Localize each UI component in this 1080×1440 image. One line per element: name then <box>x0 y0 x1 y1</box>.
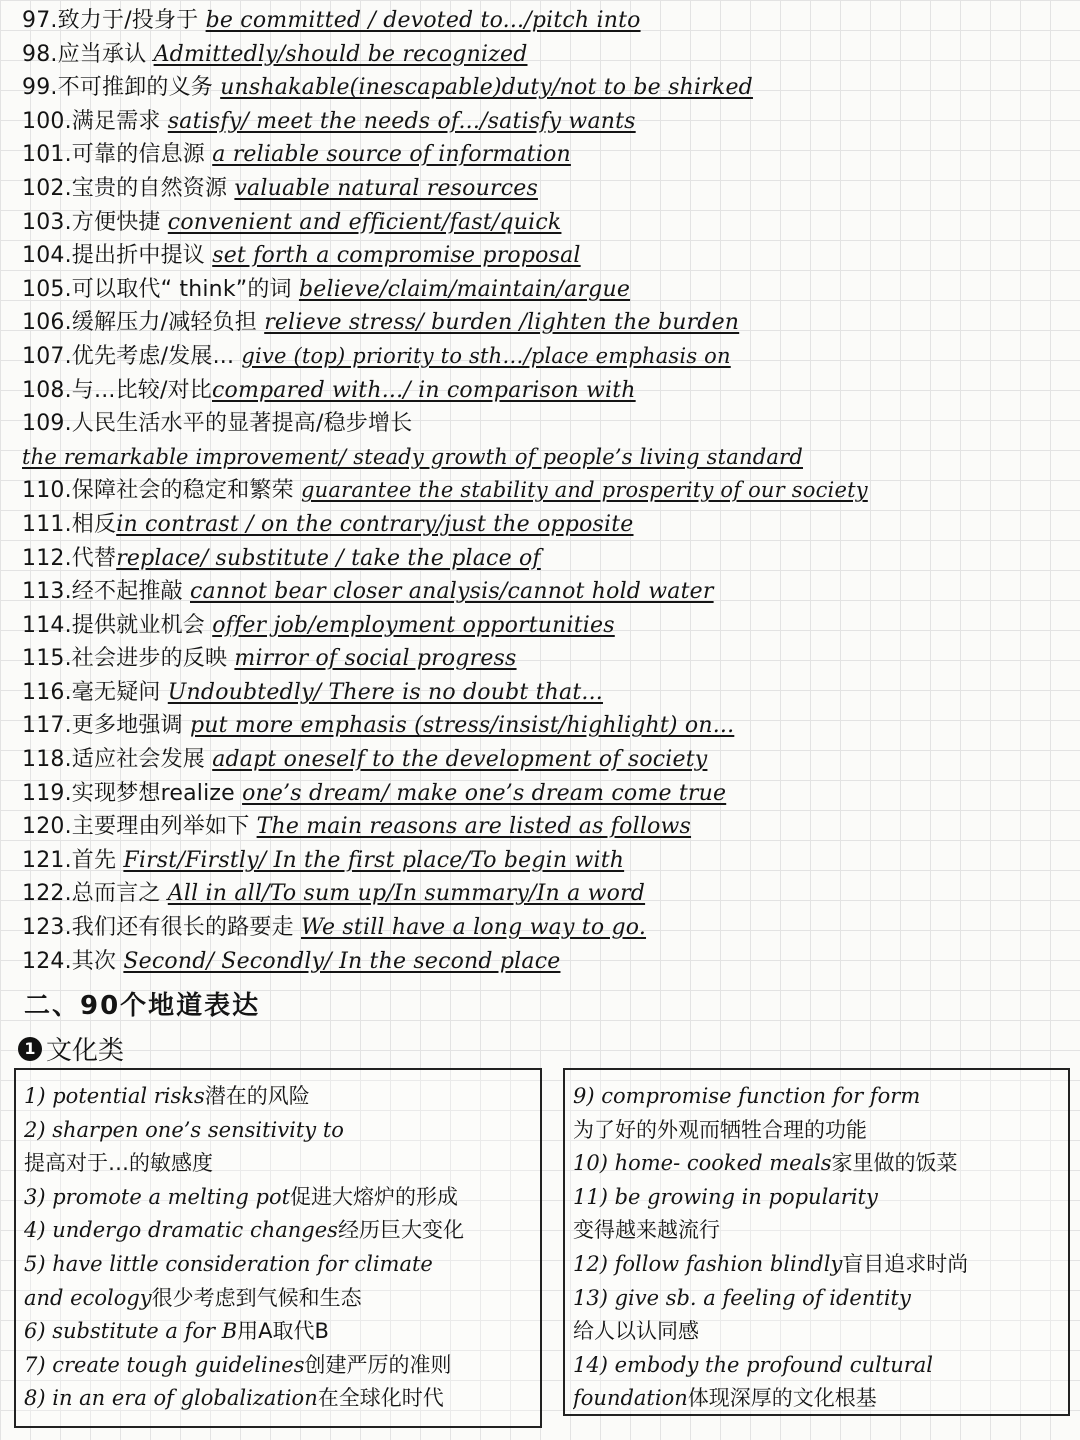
phrase-list <box>22 4 1072 978</box>
phrase-chinese: 更多地强调 <box>71 713 190 739</box>
phrase-number: 117. <box>22 713 72 739</box>
expression-line <box>24 1248 532 1282</box>
phrase-chinese: 应当承认 <box>57 41 154 67</box>
phrase-english: believe/claim/maintain/argue <box>298 276 631 302</box>
expression-line <box>573 1349 1060 1383</box>
phrase-chinese: 我们还有很长的路要走 <box>71 915 301 941</box>
phrase-row <box>22 844 1072 878</box>
expression-line <box>24 1181 532 1215</box>
phrase-english: convenient and efficient/fast/quick <box>167 209 562 235</box>
phrase-chinese: 保障社会的稳定和繁荣 <box>71 478 301 504</box>
expression-line <box>573 1382 1060 1416</box>
phrase-number: 98. <box>22 41 58 67</box>
expression-line <box>24 1349 532 1383</box>
phrase-english: relieve stress/ burden /lighten the burden <box>264 310 740 336</box>
phrase-english: cannot bear closer analysis/cannot hold water <box>190 579 714 605</box>
expression-chinese: 用A取代B <box>237 1319 329 1344</box>
phrase-chinese: 宝贵的自然资源 <box>71 175 235 201</box>
phrase-row <box>22 676 1072 710</box>
phrase-english: The main reasons are listed as follows <box>256 814 692 840</box>
phrase-number: 116. <box>22 679 72 705</box>
circled-number-badge: 1 <box>18 1037 42 1061</box>
expression-chinese: 经历巨大变化 <box>337 1218 464 1243</box>
phrase-number: 115. <box>22 646 72 672</box>
phrase-chinese: 其次 <box>71 948 124 974</box>
phrase-number: 103. <box>22 209 72 235</box>
expression-line <box>24 1147 532 1181</box>
phrase-number: 102. <box>22 175 72 201</box>
phrase-english: mirror of social progress <box>234 646 517 672</box>
expression-chinese: 给人以认同感 <box>573 1319 699 1344</box>
phrase-number: 107. <box>22 343 72 369</box>
expression-chinese: 变得越来越流行 <box>573 1218 720 1243</box>
phrase-number: 97. <box>22 8 58 33</box>
expression-line <box>24 1282 532 1316</box>
phrase-number: 119. <box>22 780 72 806</box>
phrase-row <box>22 206 1072 240</box>
expression-line <box>24 1080 532 1114</box>
phrase-number: 108. <box>22 377 72 403</box>
expression-english: 13) give sb. a feeling of identity <box>573 1285 911 1310</box>
phrase-chinese: 不可推卸的义务 <box>57 75 221 101</box>
phrase-row <box>22 340 1072 374</box>
phrase-number: 104. <box>22 243 72 269</box>
expression-chinese: 在全球化时代 <box>317 1386 444 1411</box>
phrase-chinese: 缓解压力/减轻负担 <box>71 310 265 336</box>
phrase-chinese: 经不起推敲 <box>71 579 190 605</box>
phrase-chinese: 实现梦想realize <box>71 780 243 806</box>
phrase-number: 114. <box>22 612 72 638</box>
phrase-chinese: 社会进步的反映 <box>71 646 235 672</box>
phrase-english: one’s dream/ make one’s dream come true <box>242 780 727 806</box>
phrase-row <box>22 105 1072 139</box>
phrase-number: 118. <box>22 747 72 773</box>
expression-english: 14) embody the profound cultural <box>573 1352 934 1377</box>
phrase-english: a reliable source of information <box>212 142 571 168</box>
phrase-number: 123. <box>22 915 72 941</box>
phrase-row <box>22 71 1072 105</box>
phrase-row <box>22 273 1072 307</box>
phrase-row <box>22 4 1072 38</box>
expression-chinese: 提高对于…的敏感度 <box>24 1151 213 1176</box>
phrase-chinese: 致力于/投身于 <box>57 8 206 33</box>
phrase-row <box>22 474 1072 508</box>
phrase-row <box>22 508 1072 542</box>
expression-english: 9) compromise function for form <box>573 1084 921 1108</box>
phrase-english: Undoubtedly/ There is no doubt that... <box>167 679 603 705</box>
phrase-english: We still have a long way to go. <box>301 915 647 941</box>
phrase-number: 111. <box>22 511 72 537</box>
expression-english: 12) follow fashion blindly <box>573 1251 843 1276</box>
phrase-english: guarantee the stability and prosperity of our society <box>301 478 868 503</box>
phrase-chinese: 首先 <box>71 847 124 873</box>
phrase-chinese: 方便快捷 <box>71 209 168 235</box>
expression-chinese: 体现深厚的文化根基 <box>687 1386 877 1411</box>
phrase-english: give (top) priority to sth…/place emphasis on <box>241 343 731 368</box>
phrase-row <box>22 138 1072 172</box>
expression-chinese: 潜在的风险 <box>204 1084 310 1108</box>
expression-line <box>24 1214 532 1248</box>
expression-line <box>573 1114 1060 1148</box>
expression-line <box>24 1114 532 1148</box>
phrase-number: 106. <box>22 310 72 336</box>
phrase-number: 113. <box>22 579 72 605</box>
expression-english: 7) create tough guidelines <box>24 1352 305 1377</box>
phrase-row <box>22 542 1072 576</box>
expression-line <box>573 1080 1060 1114</box>
expression-chinese: 盲目追求时尚 <box>842 1251 969 1276</box>
phrase-number: 121. <box>22 847 72 873</box>
phrase-row <box>22 743 1072 777</box>
expression-line <box>573 1282 1060 1316</box>
expression-english: and ecology <box>24 1285 152 1310</box>
expression-english: 5) have little consideration for climate <box>24 1251 433 1276</box>
phrase-english: in contrast / on the contrary/just the opposite <box>116 511 634 537</box>
expression-line <box>24 1315 532 1349</box>
phrase-row <box>22 642 1072 676</box>
phrase-chinese: 毫无疑问 <box>71 679 168 705</box>
phrase-row <box>22 777 1072 811</box>
expression-line <box>573 1214 1060 1248</box>
expression-chinese: 很少考虑到气候和生态 <box>151 1285 362 1310</box>
expression-chinese: 为了好的外观而牺牲合理的功能 <box>573 1117 867 1142</box>
phrase-row <box>22 911 1072 945</box>
phrase-chinese: 主要理由列举如下 <box>71 814 257 840</box>
phrase-number: 120. <box>22 814 72 840</box>
phrase-chinese: 提出折中提议 <box>71 243 213 269</box>
phrase-number: 124. <box>22 948 72 974</box>
phrase-row <box>22 877 1072 911</box>
phrase-number: 122. <box>22 881 72 907</box>
phrase-row <box>22 306 1072 340</box>
section-heading: 二、90个地道表达 <box>24 991 261 1021</box>
phrase-english: Admittedly/should be recognized <box>153 41 528 67</box>
phrase-row <box>22 374 1072 408</box>
phrase-number: 112. <box>22 545 72 571</box>
phrase-chinese: 适应社会发展 <box>71 747 213 773</box>
expression-line <box>573 1147 1060 1181</box>
phrase-chinese: 总而言之 <box>71 881 168 907</box>
expression-english: 3) promote a melting pot <box>24 1184 291 1209</box>
expression-line <box>573 1248 1060 1282</box>
category-heading <box>18 1030 124 1067</box>
phrase-english: First/Firstly/ In the first place/To begin with <box>123 847 625 873</box>
phrase-english: put more emphasis (stress/insist/highlight) on... <box>190 713 735 739</box>
phrase-row <box>22 609 1072 643</box>
phrase-chinese: 相反 <box>71 511 117 537</box>
phrase-english: Second/ Secondly/ In the second place <box>123 948 561 974</box>
expression-english: 4) undergo dramatic changes <box>24 1218 338 1243</box>
expression-line <box>24 1382 532 1416</box>
phrase-english: valuable natural resources <box>234 175 538 201</box>
expression-box-right <box>563 1068 1070 1416</box>
phrase-row <box>22 709 1072 743</box>
expression-english: 1) potential risks <box>24 1084 205 1108</box>
phrase-chinese: 代替 <box>71 545 117 571</box>
phrase-english: All in all/To sum up/In summary/In a word <box>167 881 646 907</box>
phrase-row <box>22 575 1072 609</box>
phrase-number: 100. <box>22 108 72 134</box>
phrase-chinese: 提供就业机会 <box>71 612 213 638</box>
expression-english: 8) in an era of globalization <box>24 1386 318 1411</box>
phrase-row <box>22 945 1072 979</box>
phrase-number: 101. <box>22 142 72 168</box>
expression-chinese: 创建严厉的准则 <box>304 1352 452 1377</box>
phrase-english: satisfy/ meet the needs of.../satisfy wants <box>167 108 636 134</box>
expression-box-left <box>14 1068 542 1428</box>
expression-english: 2) sharpen one’s sensitivity to <box>24 1117 344 1142</box>
phrase-chinese: 人民生活水平的显著提高/稳步增长 <box>71 411 413 437</box>
phrase-chinese: 可以取代“ think”的词 <box>71 276 299 302</box>
phrase-english: adapt oneself to the development of society <box>212 747 708 773</box>
phrase-chinese: 优先考虑/发展... <box>71 343 242 369</box>
phrase-chinese: 满足需求 <box>71 108 168 134</box>
phrase-row <box>22 239 1072 273</box>
expression-english: foundation <box>573 1386 688 1411</box>
phrase-number: 99. <box>22 75 58 101</box>
phrase-english: replace/ substitute / take the place of <box>116 545 541 571</box>
expression-line <box>573 1315 1060 1349</box>
phrase-row <box>22 810 1072 844</box>
expression-english: 6) substitute a for B <box>24 1319 238 1344</box>
phrase-row <box>22 38 1072 72</box>
expression-line <box>573 1181 1060 1215</box>
category-label: 文化类 <box>46 1036 125 1066</box>
phrase-english: be committed / devoted to.../pitch into <box>205 8 641 33</box>
phrase-row <box>22 172 1072 206</box>
phrase-english: unshakable(inescapable)duty/not to be shirked <box>220 75 753 101</box>
expression-chinese: 促进大熔炉的形成 <box>290 1184 459 1209</box>
phrase-number: 105. <box>22 276 72 302</box>
phrase-english: compared with.../ in comparison with <box>212 377 636 403</box>
phrase-english: set forth a compromise proposal <box>212 243 581 269</box>
phrase-chinese: 可靠的信息源 <box>71 142 213 168</box>
expression-english: 10) home- cooked meals <box>573 1151 832 1176</box>
phrase-english: the remarkable improvement/ steady growth of people’s living standard <box>22 444 803 469</box>
phrase-english: offer job/employment opportunities <box>212 612 615 638</box>
phrase-number: 110. <box>22 478 72 504</box>
expression-chinese: 家里做的饭菜 <box>831 1151 958 1176</box>
phrase-chinese: 与...比较/对比 <box>71 377 212 403</box>
phrase-row <box>22 407 1072 441</box>
phrase-row <box>22 441 1072 475</box>
expression-english: 11) be growing in popularity <box>573 1184 878 1209</box>
phrase-number: 109. <box>22 411 72 437</box>
